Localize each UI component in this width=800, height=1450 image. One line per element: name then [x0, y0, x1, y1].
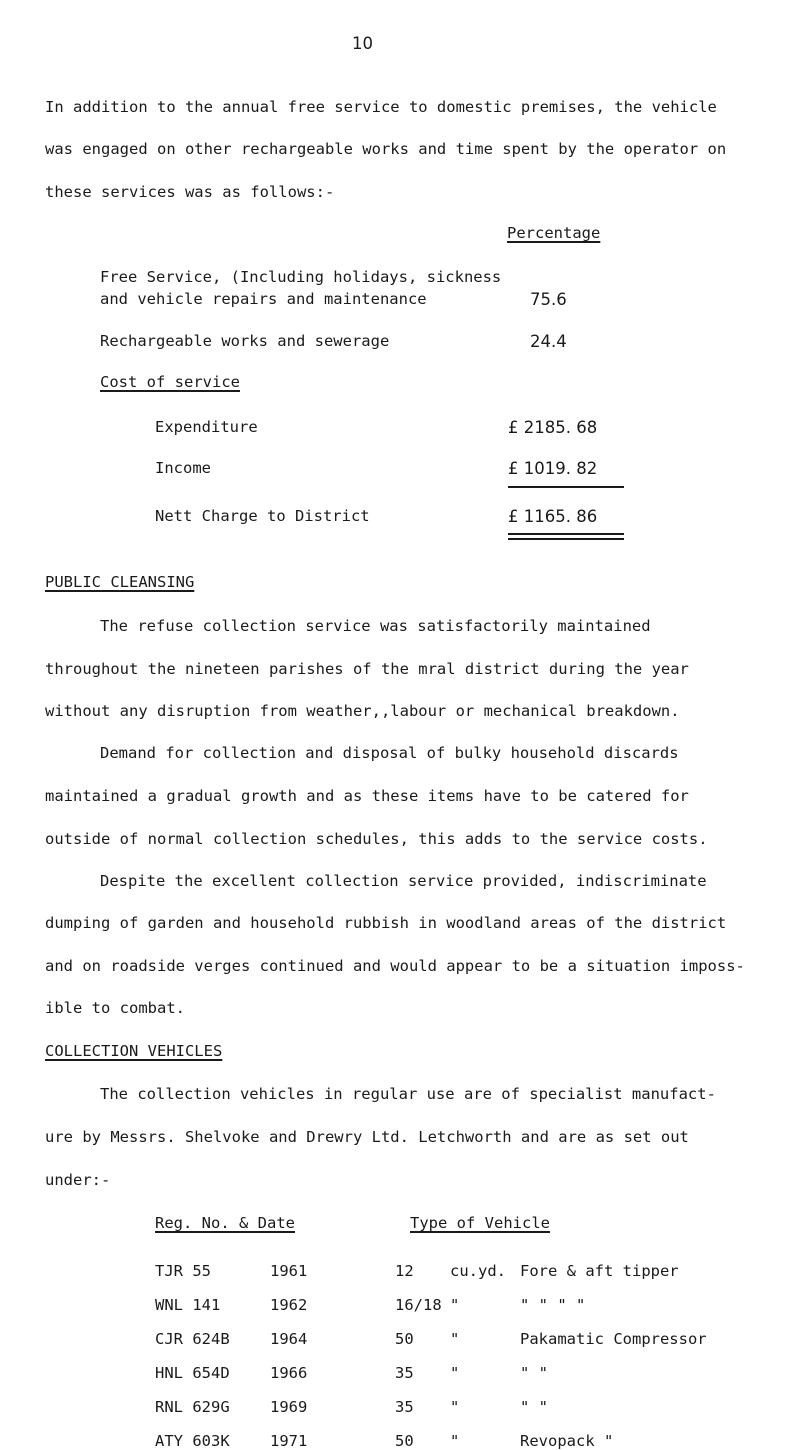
free-service-label-line1: Free Service, (Including holidays, sickness	[100, 268, 502, 286]
vehicle-description: Revopack "	[520, 1432, 614, 1450]
public-cleansing-line: Demand for collection and disposal of bulky household discards	[100, 744, 679, 762]
public-cleansing-line: outside of normal collection schedules, this adds to the service costs.	[45, 830, 708, 848]
vehicle-description: Fore & aft tipper	[520, 1262, 679, 1280]
vehicle-unit: "	[450, 1296, 460, 1314]
vehicle-unit: cu.yd.	[450, 1262, 506, 1280]
vehicle-size: 50	[395, 1330, 414, 1348]
vehicle-description: " "	[520, 1398, 548, 1416]
collection-vehicles-line: under:-	[45, 1171, 111, 1189]
vehicle-reg: ATY 603K	[155, 1432, 230, 1450]
vehicle-reg: RNL 629G	[155, 1398, 230, 1416]
vehicle-size: 16/18	[395, 1296, 442, 1314]
vehicle-unit: "	[450, 1398, 460, 1416]
cost-heading: Cost of service	[100, 373, 240, 391]
free-service-label-line2: and vehicle repairs and maintenance	[100, 290, 427, 308]
vehicle-year: 1969	[270, 1398, 308, 1416]
vehicle-description: Pakamatic Compressor	[520, 1330, 707, 1348]
vehicle-unit: "	[450, 1330, 460, 1348]
subtotal-rule	[508, 486, 624, 488]
vehicle-reg: CJR 624B	[155, 1330, 230, 1348]
public-cleansing-line: dumping of garden and household rubbish in woodland areas of the district	[45, 914, 727, 932]
vehicle-description: " "	[520, 1364, 548, 1382]
vehicle-size: 12	[395, 1262, 414, 1280]
page-number: 10	[352, 34, 373, 53]
nett-charge-label: Nett Charge to District	[155, 507, 370, 525]
collection-vehicles-heading: COLLECTION VEHICLES	[45, 1042, 223, 1060]
public-cleansing-line: throughout the nineteen parishes of the mral district during the year	[45, 660, 689, 678]
rechargeable-value: 24.4	[530, 332, 567, 351]
reg-date-header: Reg. No. & Date	[155, 1214, 295, 1232]
collection-vehicles-line: The collection vehicles in regular use are of specialist manufact-	[100, 1085, 716, 1103]
vehicle-year: 1962	[270, 1296, 308, 1314]
public-cleansing-line: Despite the excellent collection service provided, indiscriminate	[100, 872, 707, 890]
vehicle-year: 1971	[270, 1432, 308, 1450]
expenditure-value: £ 2185. 68	[508, 418, 598, 437]
vehicle-type-header: Type of Vehicle	[410, 1214, 550, 1232]
total-rule-2	[508, 538, 624, 540]
vehicle-size: 35	[395, 1364, 414, 1382]
free-service-value: 75.6	[530, 290, 567, 309]
vehicle-size: 35	[395, 1398, 414, 1416]
vehicle-unit: "	[450, 1364, 460, 1382]
vehicle-unit: "	[450, 1432, 460, 1450]
rechargeable-label: Rechargeable works and sewerage	[100, 332, 390, 350]
public-cleansing-heading: PUBLIC CLEANSING	[45, 573, 195, 591]
income-label: Income	[155, 459, 211, 477]
vehicle-reg: TJR 55	[155, 1262, 211, 1280]
public-cleansing-line: ible to combat.	[45, 999, 185, 1017]
public-cleansing-line: and on roadside verges continued and would appear to be a situation imposs-	[45, 957, 745, 975]
intro-line-3: these services was as follows:-	[45, 183, 335, 201]
income-value: £ 1019. 82	[508, 459, 598, 478]
vehicle-size: 50	[395, 1432, 414, 1450]
nett-charge-value: £ 1165. 86	[508, 507, 598, 526]
vehicle-year: 1966	[270, 1364, 308, 1382]
percentage-heading: Percentage	[507, 224, 601, 242]
public-cleansing-line: The refuse collection service was satisfactorily maintained	[100, 617, 651, 635]
vehicle-reg: HNL 654D	[155, 1364, 230, 1382]
total-rule-1	[508, 533, 624, 535]
intro-line-2: was engaged on other rechargeable works and time spent by the operator on	[45, 140, 727, 158]
vehicle-year: 1964	[270, 1330, 308, 1348]
public-cleansing-line: maintained a gradual growth and as these items have to be catered for	[45, 787, 689, 805]
public-cleansing-line: without any disruption from weather,,labour or mechanical breakdown.	[45, 702, 680, 720]
vehicle-reg: WNL 141	[155, 1296, 221, 1314]
expenditure-label: Expenditure	[155, 418, 258, 436]
vehicle-year: 1961	[270, 1262, 308, 1280]
collection-vehicles-line: ure by Messrs. Shelvoke and Drewry Ltd. Letchworth and are as set out	[45, 1128, 689, 1146]
intro-line-1: In addition to the annual free service to domestic premises, the vehicle	[45, 98, 717, 116]
vehicle-description: " " " "	[520, 1296, 586, 1314]
